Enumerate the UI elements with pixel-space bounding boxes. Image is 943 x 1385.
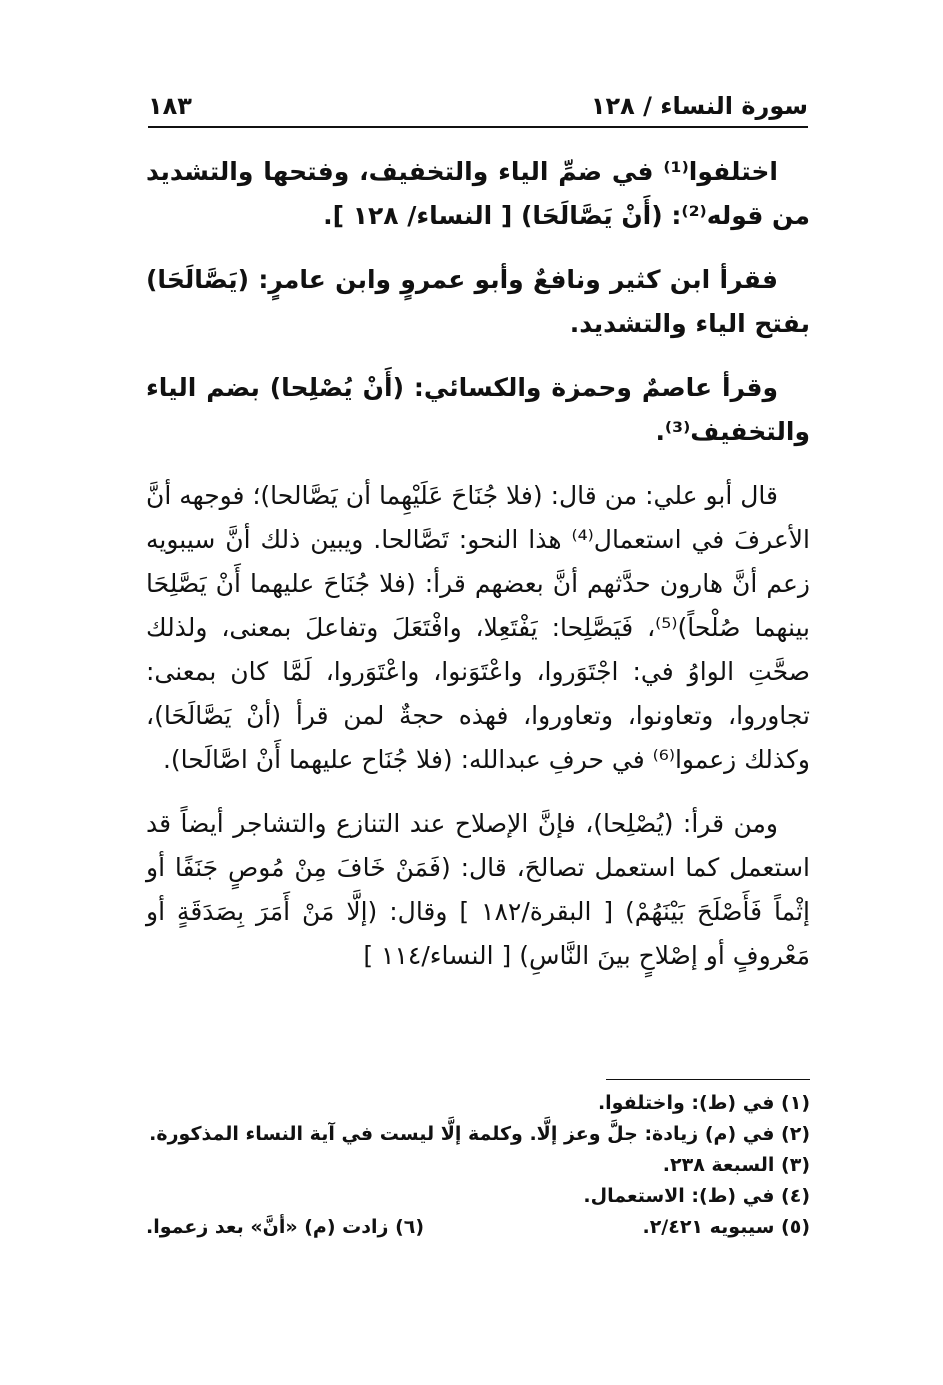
footnote-6: (٦) زادت (م) «أنَّ» بعد زعموا.	[146, 1216, 425, 1238]
footnote-3: (٣) السبعة ٢٣٨.	[662, 1154, 810, 1176]
footnote-separator	[606, 1079, 810, 1080]
footnote-4: (٤) في (ط): الاستعمال.	[583, 1185, 810, 1207]
main-text	[146, 150, 810, 998]
paragraph-2: فقرأ ابن كثير ونافعٌ وأبو عمروٍ وابن عامرٍ: (يَصَّالَحَا) بفتح الياء والتشديد.	[146, 265, 810, 338]
paragraph-5: ومن قرأ: (يُصْلِحا)، فإنَّ الإصلاح عند التنازع والتشاجر أيضاً قد استعمل كما استعمل تصالحَ، قال: (فَمَنْ خَافَ مِنْ مُوصٍ جَنَفًا أو إثْماً فَأَصْلَحَ بَيْنَهُمْ) [ البقرة/١٨٢ ] وقال: (إلَّا مَنْ أَمَرَ بِصَدَقَةٍ أو مَعْروفٍ أو إصْلاحٍ بينَ النَّاسِ) [ النساء/١١٤ ]	[146, 809, 810, 970]
footnote-2: (٢) في (م) زيادة: جلَّ وعز إلَّا. وكلمة إلَّا ليست في آية النساء المذكورة.	[149, 1123, 810, 1145]
paragraph-3: وقرأ عاصمٌ وحمزة والكسائي: (أَنْ يُصْلِحا) بضم الياء والتخفيف⁽³⁾.	[146, 373, 810, 446]
paragraph-4: قال أبو علي: من قال: (فلا جُنَاحَ عَلَيْهِما أن يَصَّالحا)؛ فوجهه أنَّ الأعرفَ في استعمال⁽⁴⁾ هذا النحو: تَصَّالحا. ويبين ذلك أنَّ سيبويه زعم أنَّ هارون حدَّثهم أنَّ بعضهم قرأ: (فلا جُنَاحَ عليهما أَنْ يَصَّلِحَا بينهما صُلْحاً)⁽⁵⁾، فَيَصَّلِحا: يَفْتَعِلا، وافْتَعَلَ وتفاعلَ بمعنى، ولذلك صحَّتِ الواوُ في: اجْتَوَروا، واعْتَوَنوا، واعْتَوَروا، لَمَّا كان بمعنى: تجاوروا، وتعاونوا، وتعاوروا، فهذه حجةٌ لمن قرأ (أنْ يَصَّالَحَا)، وكذلك زعموا⁽⁶⁾ في حرفِ عبدالله: (فلا جُنَاح عليهما أَنْ اصَّالَحا).	[146, 481, 810, 774]
page-number: ١٨٣	[148, 92, 192, 120]
running-header	[148, 88, 808, 126]
footnote-5: (٥) سيبويه ٢/٤٢١.	[642, 1216, 810, 1238]
paragraph-1: اختلفوا⁽¹⁾ في ضمِّ الياء والتخفيف، وفتحها والتشديد من قوله⁽²⁾: (أَنْ يَصَّالَحَا) [ النساء/ ١٢٨ ].	[146, 157, 810, 230]
footnotes	[146, 1088, 810, 1243]
header-rule	[148, 126, 808, 128]
header-title: سورة النساء / ١٢٨	[590, 92, 808, 120]
footnote-row	[146, 1212, 810, 1243]
footnote-1: (١) في (ط): واختلفوا.	[597, 1092, 810, 1114]
